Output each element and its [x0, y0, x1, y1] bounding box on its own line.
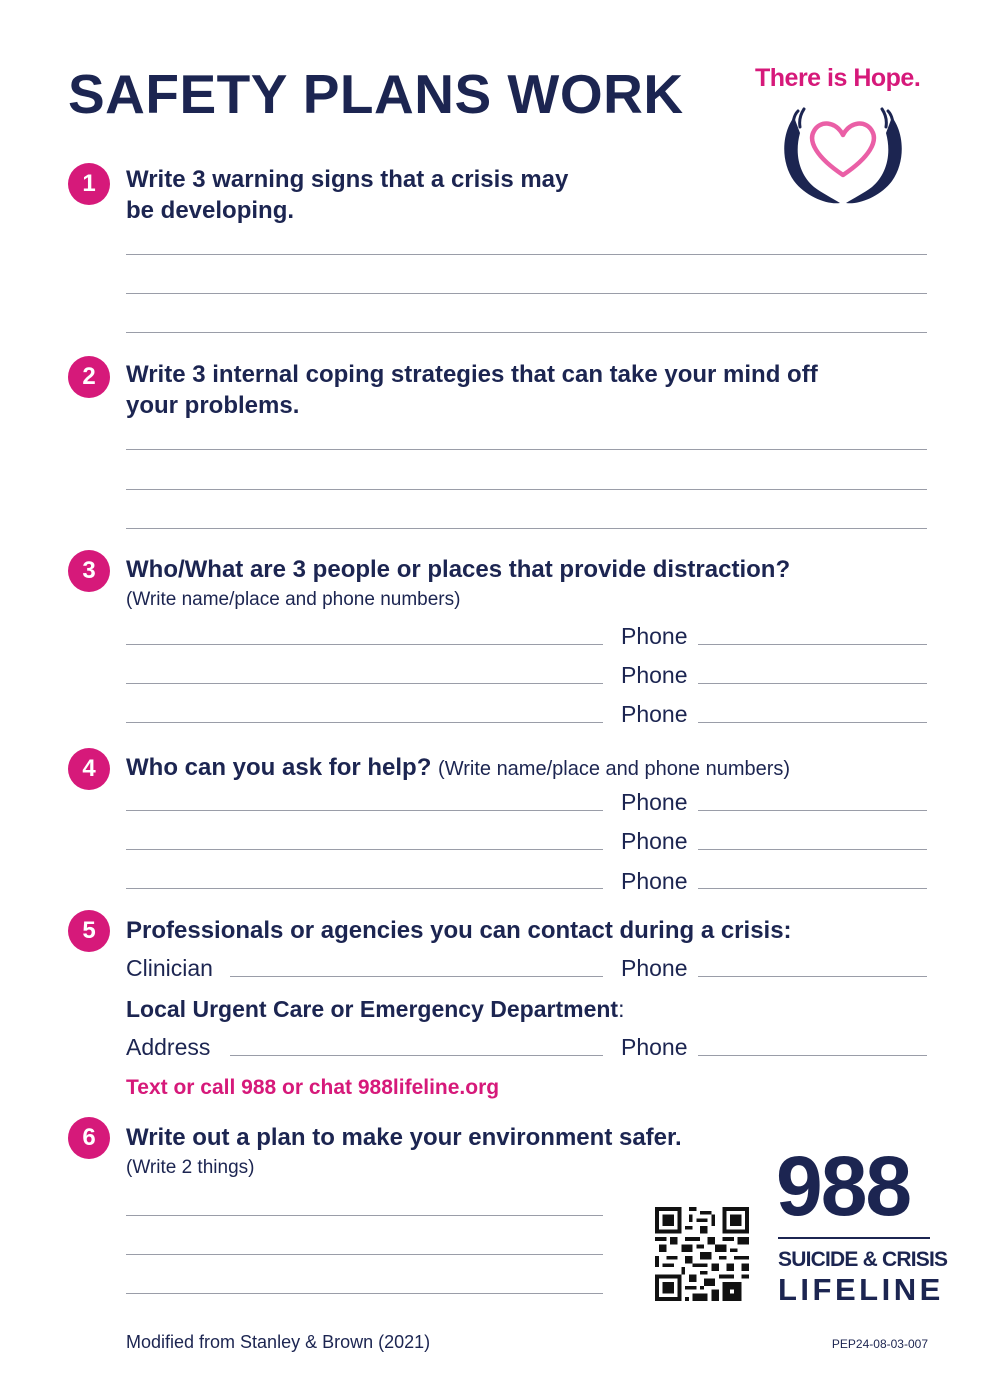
step-4-heading: [126, 752, 906, 785]
write-line[interactable]: [126, 254, 927, 255]
phone-label: Phone: [621, 662, 688, 688]
urgent-care-heading: [126, 996, 624, 1023]
phone-label: Phone: [621, 623, 688, 649]
clinician-line[interactable]: [230, 976, 603, 977]
qr-code-icon[interactable]: [655, 1207, 749, 1301]
name-line[interactable]: [126, 849, 603, 850]
phone-label: Phone: [621, 955, 688, 981]
write-line[interactable]: [126, 293, 927, 294]
brand-line-lifeline: LIFELINE: [778, 1272, 944, 1307]
phone-label: Phone: [621, 828, 688, 854]
phone-label: Phone: [621, 789, 688, 815]
name-line[interactable]: [126, 810, 603, 811]
step-2-heading-line2: your problems.: [126, 392, 300, 419]
write-line[interactable]: [126, 332, 927, 333]
step-3-note: (Write name/place and phone numbers): [126, 589, 461, 610]
brand-divider: [778, 1237, 930, 1239]
phone-line[interactable]: [698, 683, 927, 684]
name-line[interactable]: [126, 683, 603, 684]
phone-line[interactable]: [698, 810, 927, 811]
step-1-heading-line2: be developing.: [126, 197, 295, 224]
page-title: SAFETY PLANS WORK: [68, 63, 684, 125]
clinician-label: Clinician: [126, 955, 213, 981]
step-2-heading-line1: Write 3 internal coping strategies that can take your mind off: [126, 361, 818, 388]
write-line[interactable]: [126, 528, 927, 529]
address-line[interactable]: [230, 1055, 603, 1056]
write-line[interactable]: [126, 489, 927, 490]
phone-label: Phone: [621, 1034, 688, 1060]
name-line[interactable]: [126, 644, 603, 645]
step-number-3: 3: [68, 550, 110, 592]
phone-line[interactable]: [698, 849, 927, 850]
brand-988: 988: [776, 1139, 911, 1233]
phone-line[interactable]: [698, 644, 927, 645]
write-line[interactable]: [126, 449, 927, 450]
step-4-heading-text: Who can you ask for help?: [126, 754, 432, 781]
write-line[interactable]: [126, 1254, 603, 1255]
footer-credit: Modified from Stanley & Brown (2021): [126, 1332, 431, 1352]
step-number-4: 4: [68, 748, 110, 790]
crisis-contact-text: Text or call 988 or chat 988lifeline.org: [126, 1076, 500, 1099]
urgent-care-heading-text: Local Urgent Care or Emergency Department: [126, 996, 619, 1022]
urgent-care-colon: :: [618, 996, 625, 1022]
step-6-heading: Write out a plan to make your environment safer.: [126, 1124, 682, 1151]
step-6-note: (Write 2 things): [126, 1157, 255, 1178]
phone-line[interactable]: [698, 1055, 927, 1056]
step-number-5: 5: [68, 910, 110, 952]
write-line[interactable]: [126, 1293, 603, 1294]
step-5-heading: Professionals or agencies you can contact during a crisis:: [126, 917, 792, 944]
step-1-heading: [126, 164, 906, 226]
footer-code: PEP24-08-03-007: [831, 1337, 928, 1351]
step-number-1: 1: [68, 163, 110, 205]
hope-tagline: There is Hope.: [755, 64, 921, 92]
phone-line[interactable]: [698, 722, 927, 723]
phone-label: Phone: [621, 701, 688, 727]
step-number-2: 2: [68, 356, 110, 398]
step-1-heading-line1: Write 3 warning signs that a crisis may: [126, 166, 569, 193]
step-2-heading: [126, 359, 926, 421]
phone-line[interactable]: [698, 888, 927, 889]
step-4-note: (Write name/place and phone numbers): [438, 758, 791, 780]
write-line[interactable]: [126, 1215, 603, 1216]
step-number-6: 6: [68, 1117, 110, 1159]
brand-line-suicide-crisis: SUICIDE & CRISIS: [778, 1248, 948, 1271]
address-label: Address: [126, 1034, 211, 1060]
phone-label: Phone: [621, 868, 688, 894]
name-line[interactable]: [126, 722, 603, 723]
phone-line[interactable]: [698, 976, 927, 977]
name-line[interactable]: [126, 888, 603, 889]
step-3-heading: Who/What are 3 people or places that provide distraction?: [126, 556, 791, 583]
